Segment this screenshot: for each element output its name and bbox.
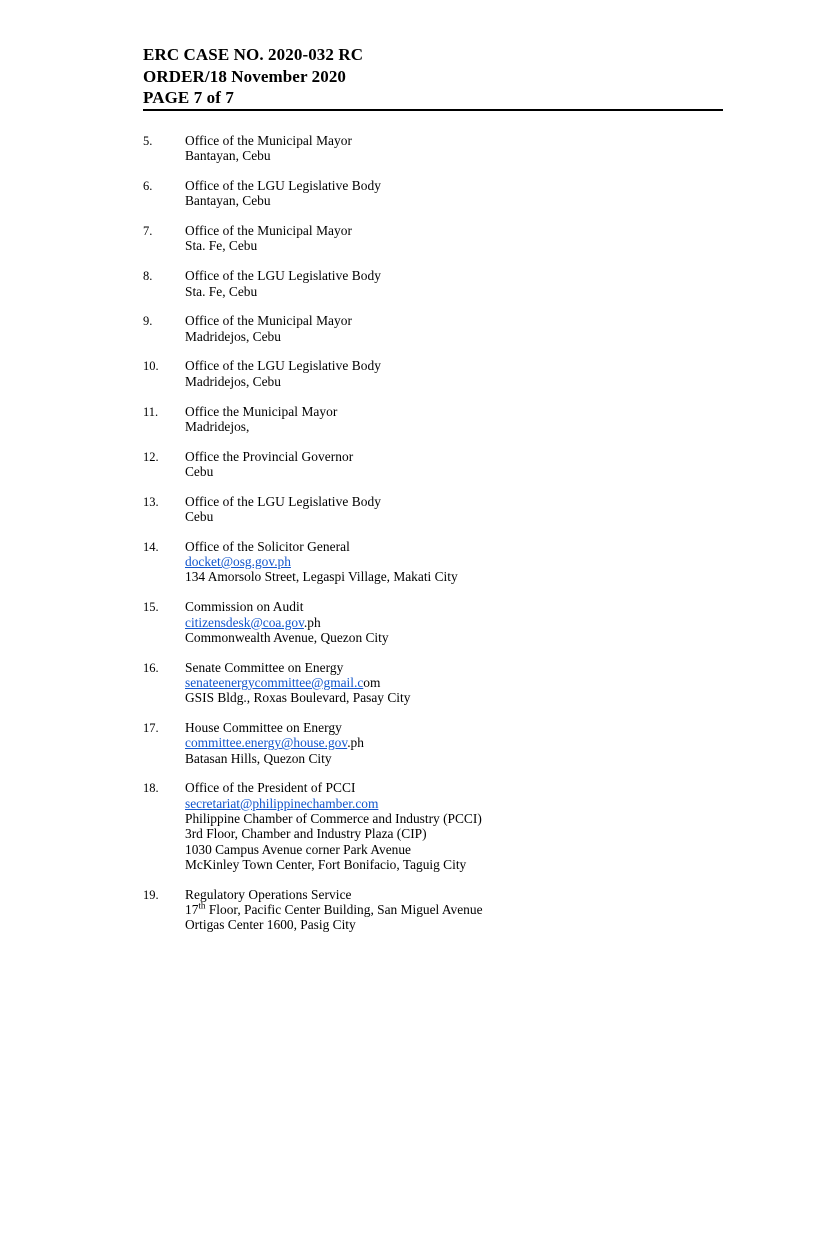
list-item-email-line: [185, 675, 763, 690]
list-item-email-line: [185, 554, 763, 569]
list-item-address-line: Cebu: [185, 509, 214, 525]
list-item-address-line: Madridejos,: [185, 418, 250, 434]
list-item-title: Office of the LGU Legislative Body: [185, 358, 381, 374]
list-item-address-line: 1030 Campus Avenue corner Park Avenue: [185, 841, 411, 857]
list-item-email-line: [185, 796, 763, 811]
header-page-number: PAGE 7 of 7: [143, 88, 234, 107]
list-item-body: [185, 494, 763, 525]
email-link[interactable]: senateenergycommittee@gmail.c: [185, 674, 364, 690]
header-case-number: ERC CASE NO. 2020-032 RC: [143, 45, 364, 64]
list-item: [143, 223, 763, 254]
list-item-body: [185, 268, 763, 299]
list-item-body: [185, 660, 763, 706]
list-item-title: Commission on Audit: [185, 599, 304, 615]
header-divider: [143, 109, 723, 111]
list-item: [143, 358, 763, 389]
list-item: [143, 178, 763, 209]
list-item-body: [185, 313, 763, 344]
list-item-body: [185, 599, 763, 645]
list-item-address-line: Sta. Fe, Cebu: [185, 283, 258, 299]
list-item-number: 10.: [143, 359, 159, 374]
list-item-body: [185, 404, 763, 435]
list-item-number: 18.: [143, 781, 159, 796]
email-link[interactable]: secretariat@philippinechamber.com: [185, 795, 379, 811]
list-item-number: 12.: [143, 449, 159, 464]
list-item-number: 19.: [143, 887, 159, 902]
list-item-number: 9.: [143, 314, 153, 329]
header-order-date: ORDER/18 November 2020: [143, 66, 347, 86]
list-item: [143, 660, 763, 706]
list-item-address-line: 3rd Floor, Chamber and Industry Plaza (CIP): [185, 826, 427, 842]
list-item-title: Office of the Municipal Mayor: [185, 133, 353, 148]
list-item-title: House Committee on Energy: [185, 720, 342, 736]
list-item-title: Senate Committee on Energy: [185, 659, 344, 675]
list-item-title: Office of the Solicitor General: [185, 538, 350, 554]
list-item-number: 6.: [143, 179, 153, 194]
list-item-title: Office of the LGU Legislative Body: [185, 268, 381, 284]
list-item-address-line: Ortigas Center 1600, Pasig City: [185, 917, 356, 933]
list-item: [143, 780, 763, 872]
list-item-number: 13.: [143, 494, 159, 509]
list-item-body: [185, 223, 763, 254]
email-tail-text: .ph: [347, 735, 364, 751]
list-item-body: [185, 720, 763, 766]
ordinal-suffix: th: [198, 900, 206, 911]
list-item-email-line: [185, 615, 763, 630]
email-link[interactable]: citizensdesk@coa.gov: [185, 614, 304, 630]
document-header: [143, 44, 743, 109]
list-item-title: Office of the Municipal Mayor: [185, 223, 353, 239]
list-item-number: 14.: [143, 539, 159, 554]
email-link[interactable]: committee.energy@house.gov: [185, 735, 348, 751]
list-item: [143, 268, 763, 299]
list-item: [143, 720, 763, 766]
list-item-address-line: Philippine Chamber of Commerce and Industry (PCCI): [185, 811, 482, 826]
list-item-address-line: Madridejos, Cebu: [185, 328, 281, 344]
list-item-title: Office of the LGU Legislative Body: [185, 493, 381, 509]
list-item: [143, 133, 763, 164]
list-item-body: [185, 133, 763, 164]
list-item-address-line: McKinley Town Center, Fort Bonifacio, Taguig City: [185, 856, 467, 872]
list-item-body: [185, 358, 763, 389]
list-item-address-line: Sta. Fe, Cebu: [185, 238, 258, 254]
list-item-address-line: Bantayan, Cebu: [185, 193, 271, 209]
floor-number: 17: [185, 901, 199, 917]
list-item-title: Office of the LGU Legislative Body: [185, 178, 381, 194]
email-link[interactable]: docket@osg.gov.ph: [185, 554, 291, 570]
recipient-list: [143, 133, 763, 947]
list-item-number: 7.: [143, 224, 153, 239]
list-item-body: [185, 780, 763, 872]
list-item-body: [185, 449, 763, 480]
list-item: [143, 599, 763, 645]
list-item-number: 16.: [143, 660, 159, 675]
list-item-number: 17.: [143, 721, 159, 736]
list-item: [143, 539, 763, 585]
list-item-number: 5.: [143, 134, 153, 148]
list-item-body: [185, 887, 763, 933]
list-item-address-line: Commonwealth Avenue, Quezon City: [185, 629, 389, 645]
list-item-address-line: Bantayan, Cebu: [185, 148, 271, 164]
list-item-address-line: [185, 902, 763, 917]
list-item-title: Office the Provincial Governor: [185, 448, 354, 464]
email-tail-text: .ph: [303, 614, 321, 630]
list-item-address-line: Batasan Hills, Quezon City: [185, 750, 332, 766]
list-item-address-line: GSIS Bldg., Roxas Boulevard, Pasay City: [185, 690, 411, 706]
list-item: [143, 449, 763, 480]
list-item-title: Office the Municipal Mayor: [185, 403, 338, 419]
list-item: [143, 887, 763, 933]
list-item: [143, 404, 763, 435]
list-item-number: 8.: [143, 269, 153, 284]
list-item: [143, 313, 763, 344]
address-remainder: Floor, Pacific Center Building, San Miguel Avenue: [205, 901, 483, 917]
list-item-address-line: 134 Amorsolo Street, Legaspi Village, Makati City: [185, 569, 458, 585]
email-tail-text: om: [363, 674, 381, 690]
list-item-body: [185, 178, 763, 209]
list-item: [143, 494, 763, 525]
list-item-title: Office of the President of PCCI: [185, 780, 356, 796]
list-item-title: Regulatory Operations Service: [185, 886, 352, 902]
list-item-number: 15.: [143, 600, 159, 615]
list-item-number: 11.: [143, 404, 159, 419]
list-item-title: Office of the Municipal Mayor: [185, 313, 353, 329]
list-item-address-line: Cebu: [185, 463, 214, 479]
list-item-address-line: Madridejos, Cebu: [185, 373, 281, 389]
list-item-email-line: [185, 735, 763, 750]
list-item-body: [185, 539, 763, 585]
